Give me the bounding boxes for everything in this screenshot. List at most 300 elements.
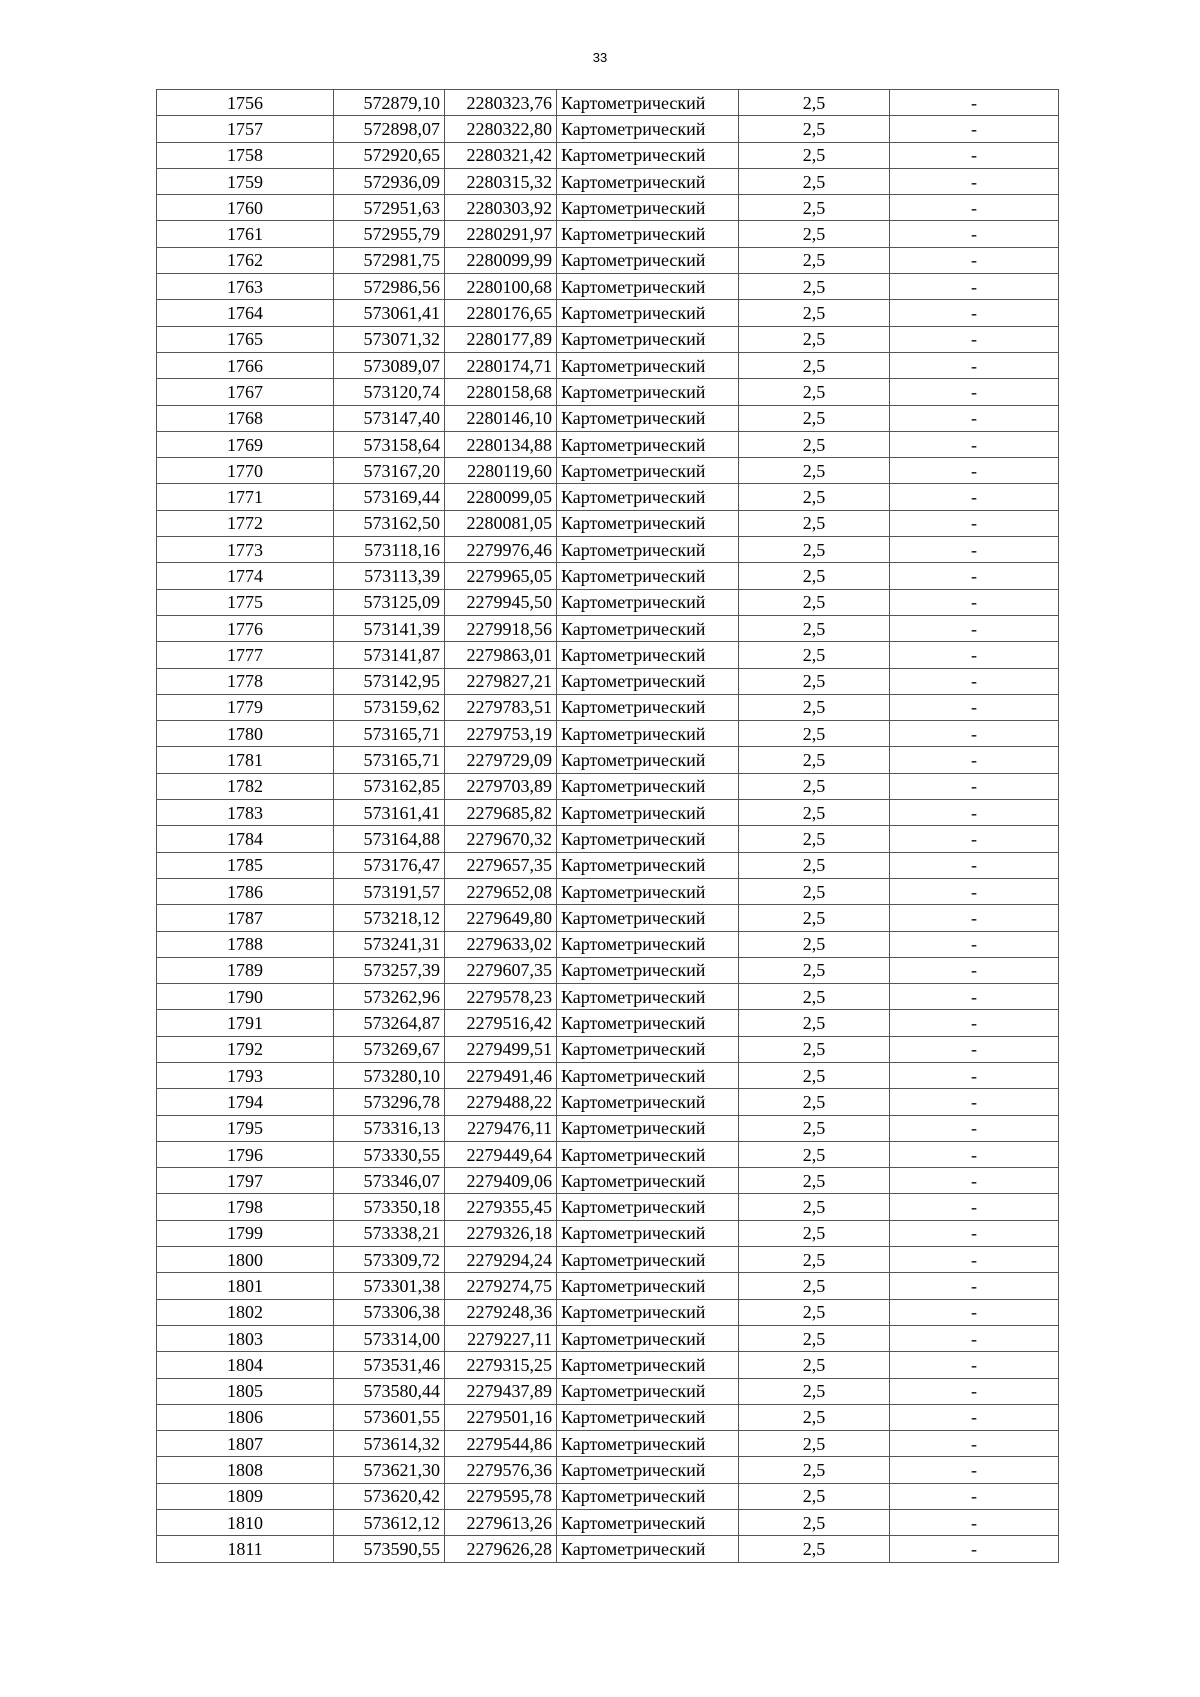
point-number-cell: 1809 bbox=[157, 1483, 334, 1509]
y-coordinate-cell: 2279863,01 bbox=[445, 642, 557, 668]
method-cell: Картометрический bbox=[557, 1036, 739, 1062]
table-row bbox=[157, 1378, 1059, 1404]
table-row bbox=[157, 668, 1059, 694]
x-coordinate-cell: 572920,65 bbox=[334, 142, 445, 168]
table-row bbox=[157, 300, 1059, 326]
table-row bbox=[157, 274, 1059, 300]
note-cell: - bbox=[890, 300, 1059, 326]
table-row bbox=[157, 984, 1059, 1010]
point-number-cell: 1805 bbox=[157, 1378, 334, 1404]
x-coordinate-cell: 573113,39 bbox=[334, 563, 445, 589]
note-cell: - bbox=[890, 168, 1059, 194]
point-number-cell: 1758 bbox=[157, 142, 334, 168]
y-coordinate-cell: 2280176,65 bbox=[445, 300, 557, 326]
point-number-cell: 1761 bbox=[157, 221, 334, 247]
x-coordinate-cell: 573264,87 bbox=[334, 1010, 445, 1036]
y-coordinate-cell: 2279652,08 bbox=[445, 878, 557, 904]
coordinates-table bbox=[156, 89, 1059, 1563]
accuracy-cell: 2,5 bbox=[739, 1404, 890, 1430]
x-coordinate-cell: 572951,63 bbox=[334, 195, 445, 221]
y-coordinate-cell: 2280099,05 bbox=[445, 484, 557, 510]
point-number-cell: 1768 bbox=[157, 405, 334, 431]
table-row bbox=[157, 1247, 1059, 1273]
y-coordinate-cell: 2279355,45 bbox=[445, 1194, 557, 1220]
table-row bbox=[157, 931, 1059, 957]
table-row bbox=[157, 957, 1059, 983]
accuracy-cell: 2,5 bbox=[739, 326, 890, 352]
note-cell: - bbox=[890, 537, 1059, 563]
method-cell: Картометрический bbox=[557, 352, 739, 378]
method-cell: Картометрический bbox=[557, 721, 739, 747]
note-cell: - bbox=[890, 1220, 1059, 1246]
table-row bbox=[157, 537, 1059, 563]
y-coordinate-cell: 2279613,26 bbox=[445, 1510, 557, 1536]
method-cell: Картометрический bbox=[557, 1141, 739, 1167]
table-row bbox=[157, 1457, 1059, 1483]
point-number-cell: 1769 bbox=[157, 431, 334, 457]
table-row bbox=[157, 721, 1059, 747]
point-number-cell: 1775 bbox=[157, 589, 334, 615]
y-coordinate-cell: 2279945,50 bbox=[445, 589, 557, 615]
y-coordinate-cell: 2279578,23 bbox=[445, 984, 557, 1010]
y-coordinate-cell: 2279753,19 bbox=[445, 721, 557, 747]
table-row bbox=[157, 589, 1059, 615]
x-coordinate-cell: 573350,18 bbox=[334, 1194, 445, 1220]
table-row bbox=[157, 1062, 1059, 1088]
accuracy-cell: 2,5 bbox=[739, 1378, 890, 1404]
x-coordinate-cell: 573269,67 bbox=[334, 1036, 445, 1062]
point-number-cell: 1777 bbox=[157, 642, 334, 668]
point-number-cell: 1792 bbox=[157, 1036, 334, 1062]
accuracy-cell: 2,5 bbox=[739, 142, 890, 168]
coordinates-table-body bbox=[157, 90, 1059, 1563]
y-coordinate-cell: 2279685,82 bbox=[445, 800, 557, 826]
y-coordinate-cell: 2280119,60 bbox=[445, 458, 557, 484]
method-cell: Картометрический bbox=[557, 984, 739, 1010]
y-coordinate-cell: 2280174,71 bbox=[445, 352, 557, 378]
note-cell: - bbox=[890, 1536, 1059, 1562]
accuracy-cell: 2,5 bbox=[739, 984, 890, 1010]
point-number-cell: 1786 bbox=[157, 878, 334, 904]
note-cell: - bbox=[890, 326, 1059, 352]
y-coordinate-cell: 2279976,46 bbox=[445, 537, 557, 563]
accuracy-cell: 2,5 bbox=[739, 615, 890, 641]
table-row bbox=[157, 352, 1059, 378]
point-number-cell: 1808 bbox=[157, 1457, 334, 1483]
method-cell: Картометрический bbox=[557, 931, 739, 957]
point-number-cell: 1781 bbox=[157, 747, 334, 773]
y-coordinate-cell: 2279274,75 bbox=[445, 1273, 557, 1299]
method-cell: Картометрический bbox=[557, 326, 739, 352]
note-cell: - bbox=[890, 1062, 1059, 1088]
method-cell: Картометрический bbox=[557, 1325, 739, 1351]
accuracy-cell: 2,5 bbox=[739, 352, 890, 378]
method-cell: Картометрический bbox=[557, 300, 739, 326]
method-cell: Картометрический bbox=[557, 405, 739, 431]
accuracy-cell: 2,5 bbox=[739, 1247, 890, 1273]
method-cell: Картометрический bbox=[557, 1220, 739, 1246]
y-coordinate-cell: 2279670,32 bbox=[445, 826, 557, 852]
accuracy-cell: 2,5 bbox=[739, 563, 890, 589]
table-row bbox=[157, 1299, 1059, 1325]
method-cell: Картометрический bbox=[557, 510, 739, 536]
method-cell: Картометрический bbox=[557, 458, 739, 484]
table-row bbox=[157, 90, 1059, 116]
accuracy-cell: 2,5 bbox=[739, 1536, 890, 1562]
note-cell: - bbox=[890, 747, 1059, 773]
point-number-cell: 1799 bbox=[157, 1220, 334, 1246]
accuracy-cell: 2,5 bbox=[739, 721, 890, 747]
note-cell: - bbox=[890, 1352, 1059, 1378]
point-number-cell: 1756 bbox=[157, 90, 334, 116]
table-row bbox=[157, 1352, 1059, 1378]
note-cell: - bbox=[890, 957, 1059, 983]
table-row bbox=[157, 1115, 1059, 1141]
y-coordinate-cell: 2279544,86 bbox=[445, 1431, 557, 1457]
point-number-cell: 1789 bbox=[157, 957, 334, 983]
accuracy-cell: 2,5 bbox=[739, 878, 890, 904]
point-number-cell: 1787 bbox=[157, 905, 334, 931]
accuracy-cell: 2,5 bbox=[739, 300, 890, 326]
note-cell: - bbox=[890, 878, 1059, 904]
x-coordinate-cell: 573169,44 bbox=[334, 484, 445, 510]
x-coordinate-cell: 572955,79 bbox=[334, 221, 445, 247]
point-number-cell: 1765 bbox=[157, 326, 334, 352]
table-row bbox=[157, 1483, 1059, 1509]
point-number-cell: 1793 bbox=[157, 1062, 334, 1088]
accuracy-cell: 2,5 bbox=[739, 1483, 890, 1509]
table-row bbox=[157, 905, 1059, 931]
accuracy-cell: 2,5 bbox=[739, 195, 890, 221]
note-cell: - bbox=[890, 484, 1059, 510]
point-number-cell: 1785 bbox=[157, 852, 334, 878]
y-coordinate-cell: 2279703,89 bbox=[445, 773, 557, 799]
accuracy-cell: 2,5 bbox=[739, 274, 890, 300]
table-row bbox=[157, 1220, 1059, 1246]
y-coordinate-cell: 2279576,36 bbox=[445, 1457, 557, 1483]
table-row bbox=[157, 878, 1059, 904]
y-coordinate-cell: 2280134,88 bbox=[445, 431, 557, 457]
accuracy-cell: 2,5 bbox=[739, 168, 890, 194]
method-cell: Картометрический bbox=[557, 878, 739, 904]
accuracy-cell: 2,5 bbox=[739, 116, 890, 142]
x-coordinate-cell: 573580,44 bbox=[334, 1378, 445, 1404]
y-coordinate-cell: 2280081,05 bbox=[445, 510, 557, 536]
table-row bbox=[157, 773, 1059, 799]
note-cell: - bbox=[890, 721, 1059, 747]
method-cell: Картометрический bbox=[557, 195, 739, 221]
x-coordinate-cell: 573165,71 bbox=[334, 721, 445, 747]
x-coordinate-cell: 573620,42 bbox=[334, 1483, 445, 1509]
point-number-cell: 1797 bbox=[157, 1168, 334, 1194]
note-cell: - bbox=[890, 563, 1059, 589]
accuracy-cell: 2,5 bbox=[739, 1510, 890, 1536]
note-cell: - bbox=[890, 1168, 1059, 1194]
y-coordinate-cell: 2279488,22 bbox=[445, 1089, 557, 1115]
table-row bbox=[157, 800, 1059, 826]
method-cell: Картометрический bbox=[557, 1115, 739, 1141]
y-coordinate-cell: 2280303,92 bbox=[445, 195, 557, 221]
y-coordinate-cell: 2279918,56 bbox=[445, 615, 557, 641]
method-cell: Картометрический bbox=[557, 589, 739, 615]
y-coordinate-cell: 2280291,97 bbox=[445, 221, 557, 247]
point-number-cell: 1810 bbox=[157, 1510, 334, 1536]
table-row bbox=[157, 1273, 1059, 1299]
note-cell: - bbox=[890, 274, 1059, 300]
accuracy-cell: 2,5 bbox=[739, 1194, 890, 1220]
method-cell: Картометрический bbox=[557, 1194, 739, 1220]
x-coordinate-cell: 573330,55 bbox=[334, 1141, 445, 1167]
note-cell: - bbox=[890, 1325, 1059, 1351]
note-cell: - bbox=[890, 1115, 1059, 1141]
y-coordinate-cell: 2279315,25 bbox=[445, 1352, 557, 1378]
accuracy-cell: 2,5 bbox=[739, 1036, 890, 1062]
note-cell: - bbox=[890, 1273, 1059, 1299]
accuracy-cell: 2,5 bbox=[739, 1115, 890, 1141]
method-cell: Картометрический bbox=[557, 957, 739, 983]
x-coordinate-cell: 573164,88 bbox=[334, 826, 445, 852]
note-cell: - bbox=[890, 221, 1059, 247]
table-row bbox=[157, 484, 1059, 510]
y-coordinate-cell: 2280322,80 bbox=[445, 116, 557, 142]
x-coordinate-cell: 573590,55 bbox=[334, 1536, 445, 1562]
note-cell: - bbox=[890, 668, 1059, 694]
point-number-cell: 1776 bbox=[157, 615, 334, 641]
method-cell: Картометрический bbox=[557, 694, 739, 720]
note-cell: - bbox=[890, 800, 1059, 826]
method-cell: Картометрический bbox=[557, 274, 739, 300]
note-cell: - bbox=[890, 405, 1059, 431]
note-cell: - bbox=[890, 826, 1059, 852]
method-cell: Картометрический bbox=[557, 668, 739, 694]
accuracy-cell: 2,5 bbox=[739, 1457, 890, 1483]
x-coordinate-cell: 573142,95 bbox=[334, 668, 445, 694]
point-number-cell: 1757 bbox=[157, 116, 334, 142]
method-cell: Картометрический bbox=[557, 1062, 739, 1088]
method-cell: Картометрический bbox=[557, 221, 739, 247]
x-coordinate-cell: 573165,71 bbox=[334, 747, 445, 773]
method-cell: Картометрический bbox=[557, 1457, 739, 1483]
accuracy-cell: 2,5 bbox=[739, 1141, 890, 1167]
method-cell: Картометрический bbox=[557, 905, 739, 931]
accuracy-cell: 2,5 bbox=[739, 1273, 890, 1299]
point-number-cell: 1794 bbox=[157, 1089, 334, 1115]
x-coordinate-cell: 573158,64 bbox=[334, 431, 445, 457]
table-row bbox=[157, 1194, 1059, 1220]
x-coordinate-cell: 573141,87 bbox=[334, 642, 445, 668]
table-row bbox=[157, 326, 1059, 352]
x-coordinate-cell: 573162,85 bbox=[334, 773, 445, 799]
table-row bbox=[157, 458, 1059, 484]
note-cell: - bbox=[890, 1299, 1059, 1325]
x-coordinate-cell: 573125,09 bbox=[334, 589, 445, 615]
accuracy-cell: 2,5 bbox=[739, 510, 890, 536]
method-cell: Картометрический bbox=[557, 615, 739, 641]
accuracy-cell: 2,5 bbox=[739, 90, 890, 116]
point-number-cell: 1778 bbox=[157, 668, 334, 694]
point-number-cell: 1803 bbox=[157, 1325, 334, 1351]
point-number-cell: 1790 bbox=[157, 984, 334, 1010]
accuracy-cell: 2,5 bbox=[739, 589, 890, 615]
table-row bbox=[157, 221, 1059, 247]
table-row bbox=[157, 195, 1059, 221]
table-row bbox=[157, 1325, 1059, 1351]
accuracy-cell: 2,5 bbox=[739, 931, 890, 957]
method-cell: Картометрический bbox=[557, 800, 739, 826]
method-cell: Картометрический bbox=[557, 247, 739, 273]
accuracy-cell: 2,5 bbox=[739, 1325, 890, 1351]
method-cell: Картометрический bbox=[557, 1247, 739, 1273]
note-cell: - bbox=[890, 1036, 1059, 1062]
method-cell: Картометрический bbox=[557, 1273, 739, 1299]
x-coordinate-cell: 573162,50 bbox=[334, 510, 445, 536]
point-number-cell: 1806 bbox=[157, 1404, 334, 1430]
table-row bbox=[157, 116, 1059, 142]
x-coordinate-cell: 572986,56 bbox=[334, 274, 445, 300]
x-coordinate-cell: 572936,09 bbox=[334, 168, 445, 194]
accuracy-cell: 2,5 bbox=[739, 800, 890, 826]
table-row bbox=[157, 642, 1059, 668]
method-cell: Картометрический bbox=[557, 537, 739, 563]
table-row bbox=[157, 615, 1059, 641]
point-number-cell: 1783 bbox=[157, 800, 334, 826]
note-cell: - bbox=[890, 195, 1059, 221]
note-cell: - bbox=[890, 352, 1059, 378]
x-coordinate-cell: 573296,78 bbox=[334, 1089, 445, 1115]
accuracy-cell: 2,5 bbox=[739, 484, 890, 510]
point-number-cell: 1791 bbox=[157, 1010, 334, 1036]
page-number: 33 bbox=[592, 50, 608, 65]
point-number-cell: 1770 bbox=[157, 458, 334, 484]
y-coordinate-cell: 2280100,68 bbox=[445, 274, 557, 300]
y-coordinate-cell: 2279491,46 bbox=[445, 1062, 557, 1088]
accuracy-cell: 2,5 bbox=[739, 1062, 890, 1088]
note-cell: - bbox=[890, 1431, 1059, 1457]
y-coordinate-cell: 2279649,80 bbox=[445, 905, 557, 931]
x-coordinate-cell: 573159,62 bbox=[334, 694, 445, 720]
accuracy-cell: 2,5 bbox=[739, 747, 890, 773]
accuracy-cell: 2,5 bbox=[739, 379, 890, 405]
accuracy-cell: 2,5 bbox=[739, 1089, 890, 1115]
note-cell: - bbox=[890, 1194, 1059, 1220]
x-coordinate-cell: 573301,38 bbox=[334, 1273, 445, 1299]
method-cell: Картометрический bbox=[557, 1404, 739, 1430]
x-coordinate-cell: 573338,21 bbox=[334, 1220, 445, 1246]
x-coordinate-cell: 573218,12 bbox=[334, 905, 445, 931]
method-cell: Картометрический bbox=[557, 1536, 739, 1562]
accuracy-cell: 2,5 bbox=[739, 668, 890, 694]
note-cell: - bbox=[890, 1510, 1059, 1536]
note-cell: - bbox=[890, 510, 1059, 536]
method-cell: Картометрический bbox=[557, 747, 739, 773]
x-coordinate-cell: 573071,32 bbox=[334, 326, 445, 352]
note-cell: - bbox=[890, 615, 1059, 641]
method-cell: Картометрический bbox=[557, 1510, 739, 1536]
x-coordinate-cell: 573306,38 bbox=[334, 1299, 445, 1325]
point-number-cell: 1804 bbox=[157, 1352, 334, 1378]
x-coordinate-cell: 573241,31 bbox=[334, 931, 445, 957]
method-cell: Картометрический bbox=[557, 1089, 739, 1115]
accuracy-cell: 2,5 bbox=[739, 247, 890, 273]
method-cell: Картометрический bbox=[557, 642, 739, 668]
x-coordinate-cell: 572898,07 bbox=[334, 116, 445, 142]
x-coordinate-cell: 573141,39 bbox=[334, 615, 445, 641]
y-coordinate-cell: 2279501,16 bbox=[445, 1404, 557, 1430]
y-coordinate-cell: 2279476,11 bbox=[445, 1115, 557, 1141]
note-cell: - bbox=[890, 431, 1059, 457]
point-number-cell: 1800 bbox=[157, 1247, 334, 1273]
y-coordinate-cell: 2279294,24 bbox=[445, 1247, 557, 1273]
note-cell: - bbox=[890, 931, 1059, 957]
y-coordinate-cell: 2279607,35 bbox=[445, 957, 557, 983]
table-row bbox=[157, 1431, 1059, 1457]
x-coordinate-cell: 573262,96 bbox=[334, 984, 445, 1010]
x-coordinate-cell: 573257,39 bbox=[334, 957, 445, 983]
note-cell: - bbox=[890, 142, 1059, 168]
method-cell: Картометрический bbox=[557, 1431, 739, 1457]
y-coordinate-cell: 2280177,89 bbox=[445, 326, 557, 352]
point-number-cell: 1762 bbox=[157, 247, 334, 273]
accuracy-cell: 2,5 bbox=[739, 957, 890, 983]
x-coordinate-cell: 573061,41 bbox=[334, 300, 445, 326]
y-coordinate-cell: 2280146,10 bbox=[445, 405, 557, 431]
table-row bbox=[157, 431, 1059, 457]
table-row bbox=[157, 747, 1059, 773]
x-coordinate-cell: 573316,13 bbox=[334, 1115, 445, 1141]
accuracy-cell: 2,5 bbox=[739, 431, 890, 457]
table-row bbox=[157, 1141, 1059, 1167]
point-number-cell: 1782 bbox=[157, 773, 334, 799]
method-cell: Картометрический bbox=[557, 1352, 739, 1378]
point-number-cell: 1795 bbox=[157, 1115, 334, 1141]
accuracy-cell: 2,5 bbox=[739, 221, 890, 247]
x-coordinate-cell: 573118,16 bbox=[334, 537, 445, 563]
x-coordinate-cell: 573601,55 bbox=[334, 1404, 445, 1430]
y-coordinate-cell: 2279827,21 bbox=[445, 668, 557, 694]
table-row bbox=[157, 142, 1059, 168]
y-coordinate-cell: 2279449,64 bbox=[445, 1141, 557, 1167]
table-row bbox=[157, 826, 1059, 852]
accuracy-cell: 2,5 bbox=[739, 773, 890, 799]
table-row bbox=[157, 247, 1059, 273]
y-coordinate-cell: 2279657,35 bbox=[445, 852, 557, 878]
accuracy-cell: 2,5 bbox=[739, 405, 890, 431]
note-cell: - bbox=[890, 1010, 1059, 1036]
method-cell: Картометрический bbox=[557, 90, 739, 116]
table-row bbox=[157, 405, 1059, 431]
table-row bbox=[157, 563, 1059, 589]
note-cell: - bbox=[890, 1378, 1059, 1404]
x-coordinate-cell: 573621,30 bbox=[334, 1457, 445, 1483]
method-cell: Картометрический bbox=[557, 431, 739, 457]
accuracy-cell: 2,5 bbox=[739, 1431, 890, 1457]
x-coordinate-cell: 573161,41 bbox=[334, 800, 445, 826]
note-cell: - bbox=[890, 1247, 1059, 1273]
point-number-cell: 1801 bbox=[157, 1273, 334, 1299]
method-cell: Картометрический bbox=[557, 484, 739, 510]
accuracy-cell: 2,5 bbox=[739, 1352, 890, 1378]
x-coordinate-cell: 573531,46 bbox=[334, 1352, 445, 1378]
method-cell: Картометрический bbox=[557, 1010, 739, 1036]
accuracy-cell: 2,5 bbox=[739, 1168, 890, 1194]
x-coordinate-cell: 573346,07 bbox=[334, 1168, 445, 1194]
table-row bbox=[157, 1404, 1059, 1430]
accuracy-cell: 2,5 bbox=[739, 458, 890, 484]
note-cell: - bbox=[890, 1089, 1059, 1115]
accuracy-cell: 2,5 bbox=[739, 826, 890, 852]
point-number-cell: 1772 bbox=[157, 510, 334, 536]
accuracy-cell: 2,5 bbox=[739, 1220, 890, 1246]
